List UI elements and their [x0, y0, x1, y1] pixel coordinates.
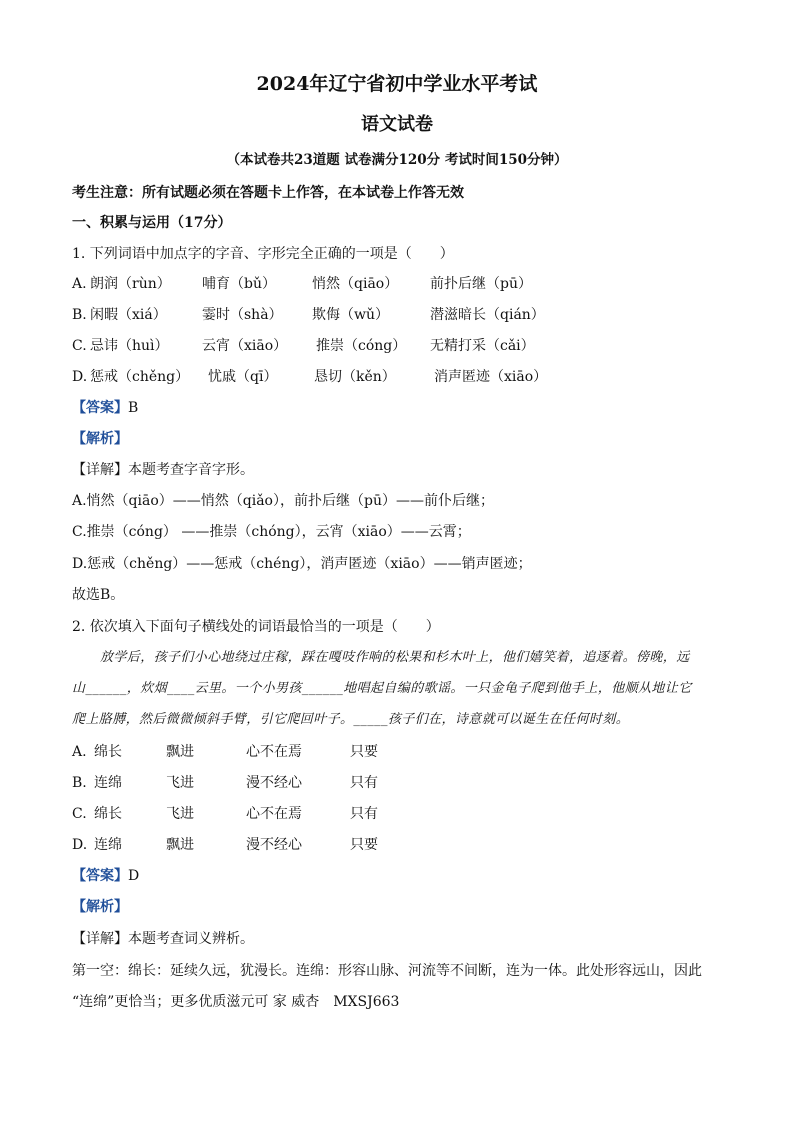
- option-label: A.: [72, 744, 87, 760]
- q2-detail: [72, 929, 254, 949]
- option-word: 前扑后继（pū）: [430, 276, 532, 292]
- analysis-tag: 【解析】: [72, 431, 128, 447]
- option-word: 漫不经心: [246, 837, 302, 853]
- option-word: 悄然（qiāo）: [312, 276, 399, 292]
- option-label: C.: [72, 338, 87, 354]
- option-word: 绵长: [94, 806, 122, 822]
- answer-value: D: [128, 868, 140, 884]
- question-2-stem: 2. 依次填入下面句子横线处的词语最恰当的一项是（ ）: [72, 619, 440, 635]
- q1-conclusion: 故选B。: [72, 587, 125, 603]
- q2-answer: [72, 866, 139, 886]
- q2-option-d: [72, 835, 378, 855]
- q1-option-b: [72, 305, 545, 325]
- answer-value: B: [128, 400, 139, 416]
- question-1-stem: 1. 下列词语中加点字的字音、字形完全正确的一项是（ ）: [72, 246, 454, 262]
- q2-explanation-line-1: 第一空：绵长：延续久远，犹漫长。连绵：形容山脉、河流等不间断，连为一体。此处形容远山，因此: [72, 963, 702, 979]
- q2-option-c: [72, 804, 378, 824]
- q1-option-d: [72, 367, 547, 387]
- option-word: 只要: [350, 744, 378, 760]
- q1-explanation-d: D.惩戒（chěng）——惩戒（chéng），消声匿迹（xiāo）——销声匿迹；: [72, 556, 532, 572]
- section-heading: 一、积累与运用（17分）: [72, 215, 232, 231]
- q2-analysis-tag: [72, 897, 128, 917]
- exam-notice: 考生注意：所有试题必须在答题卡上作答，在本试卷上作答无效: [72, 185, 464, 201]
- q1-explanation-c: C.推崇（cóng） ——推崇（chóng），云宵（xiāo）——云霄；: [72, 524, 471, 540]
- q2-passage-line-3: 爬上胳膊，然后微微倾斜手臂，引它爬回叶子。_____孩子们在，诗意就可以诞生在任何时刻。: [72, 712, 630, 727]
- exam-info: （本试卷共23道题 试卷满分120分 考试时间150分钟）: [226, 152, 568, 168]
- option-word: 心不在焉: [246, 744, 302, 760]
- option-word: 只有: [350, 806, 378, 822]
- option-word: 恳切（kěn）: [314, 369, 396, 385]
- option-word: 霎时（shà）: [202, 307, 283, 323]
- exam-subtitle: 语文试卷: [361, 114, 433, 135]
- option-word: 潜滋暗长（qián）: [430, 307, 545, 323]
- option-word: 消声匿迹（xiāo）: [434, 369, 548, 385]
- option-word: 飘进: [166, 744, 194, 760]
- option-label: B.: [72, 307, 87, 323]
- q1-detail: [72, 460, 254, 480]
- option-word: 惩戒（chěng）: [90, 369, 190, 385]
- q1-option-c: [72, 336, 535, 356]
- q2-passage-line-1: 放学后，孩子们小心地绕过庄稼，踩在嘎吱作响的松果和杉木叶上，他们嬉笑着，追逐着。傍晚，远: [100, 650, 690, 665]
- option-word: 只有: [350, 775, 378, 791]
- q2-explanation-line-2: “连绵”更恰当；更多优质滋元可 家 威杏 MXSJ663: [72, 994, 400, 1010]
- detail-text: 本题考查字音字形。: [128, 462, 254, 478]
- option-label: D.: [72, 369, 88, 385]
- exam-title: 2024年辽宁省初中学业水平考试: [256, 73, 538, 95]
- q2-option-b: [72, 773, 378, 793]
- option-label: C.: [72, 806, 87, 822]
- detail-tag: 【详解】: [72, 931, 128, 947]
- option-word: 连绵: [94, 837, 122, 853]
- option-word: 绵长: [94, 744, 122, 760]
- option-label: A.: [72, 276, 87, 292]
- option-word: 欺侮（wǔ）: [312, 307, 389, 323]
- option-label: D.: [72, 837, 88, 853]
- option-word: 忌讳（huì）: [90, 338, 169, 354]
- option-word: 朗润（rùn）: [90, 276, 171, 292]
- q1-explanation-a: A.悄然（qiāo）——悄然（qiǎo），前扑后继（pū）——前仆后继；: [72, 493, 494, 509]
- detail-text: 本题考查词义辨析。: [128, 931, 254, 947]
- q1-option-a: [72, 274, 532, 294]
- q1-analysis-tag: [72, 429, 128, 449]
- option-word: 只要: [350, 837, 378, 853]
- q2-passage-line-2: 山______，炊烟____云里。一个小男孩______地唱起自编的歌谣。一只金龟子爬到他手上，他顺从地让它: [72, 681, 692, 696]
- option-label: B.: [72, 775, 87, 791]
- analysis-tag: 【解析】: [72, 899, 128, 915]
- answer-tag: 【答案】: [72, 400, 128, 416]
- detail-tag: 【详解】: [72, 462, 128, 478]
- option-word: 无精打采（cǎi）: [430, 338, 535, 354]
- option-word: 飞进: [166, 806, 194, 822]
- option-word: 漫不经心: [246, 775, 302, 791]
- q2-option-a: [72, 742, 378, 762]
- option-word: 哺育（bǔ）: [202, 276, 276, 292]
- option-word: 飘进: [166, 837, 194, 853]
- q1-answer: [72, 398, 138, 418]
- option-word: 忧戚（qī）: [208, 369, 278, 385]
- option-word: 云宵（xiāo）: [202, 338, 288, 354]
- option-word: 飞进: [166, 775, 194, 791]
- answer-tag: 【答案】: [72, 868, 128, 884]
- option-word: 连绵: [94, 775, 122, 791]
- option-word: 推崇（cóng）: [316, 338, 407, 354]
- option-word: 心不在焉: [246, 806, 302, 822]
- option-word: 闲暇（xiá）: [90, 307, 167, 323]
